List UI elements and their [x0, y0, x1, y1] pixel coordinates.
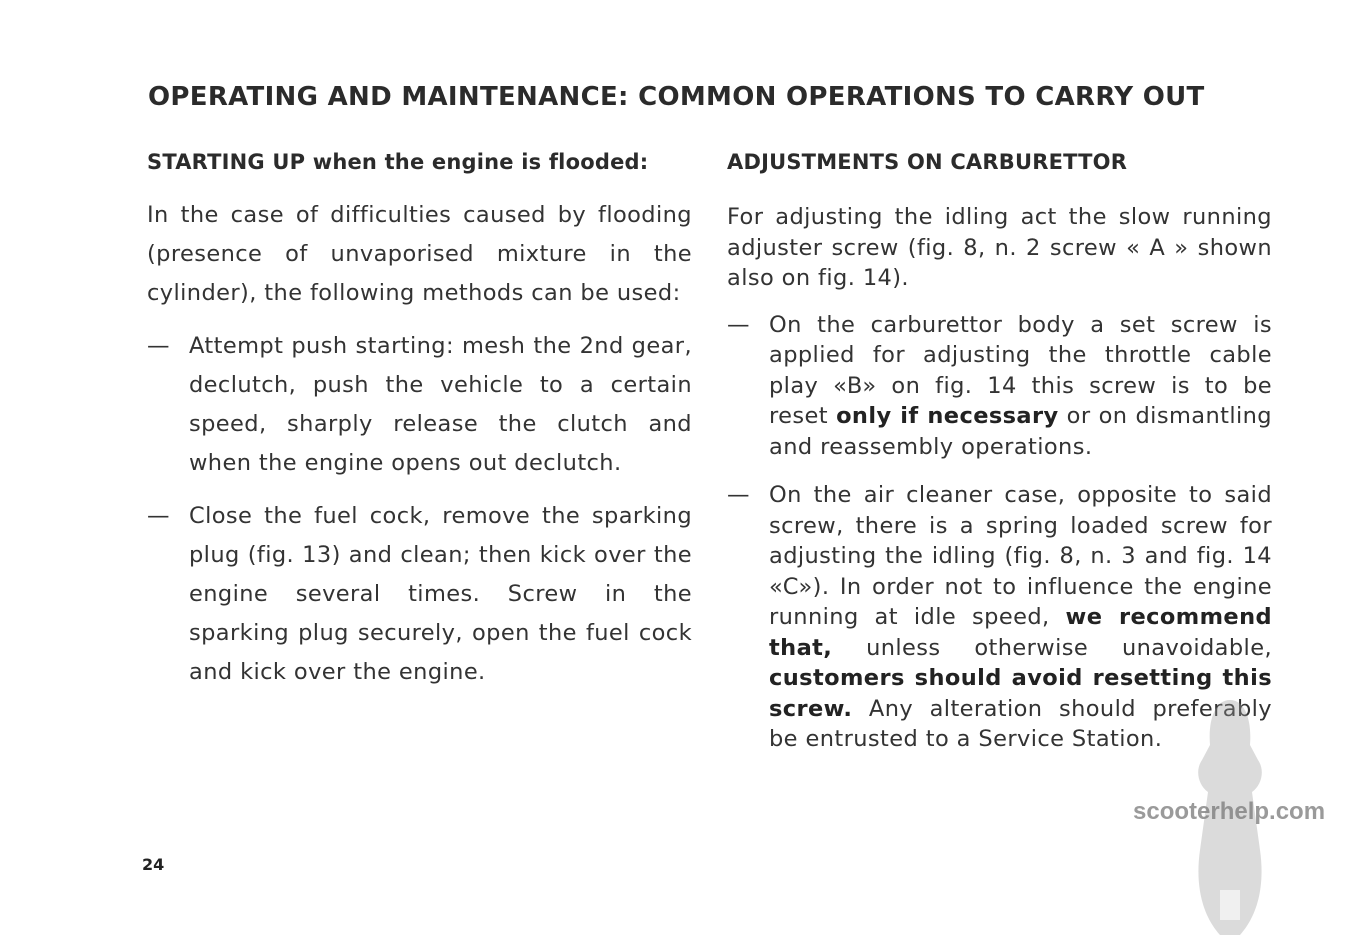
text-run: or on dismantling and reassembly operations.: [769, 403, 1272, 460]
flooding-intro-paragraph: In the case of difficulties caused by flooding (presence of unvaporised mixture in the cylinder), the following methods can be used:: [147, 202, 692, 306]
text-run: On the carburettor body a set screw is applied for adjusting the throttle cable play «B» on fig. 14 this screw is to be reset: [769, 311, 1272, 429]
idling-intro-paragraph: For adjusting the idling act the slow running adjuster screw (fig. 8, n. 2 screw « A » shown also on fig. 14).: [727, 204, 1272, 291]
watermark-text: scooterhelp.com: [1133, 798, 1326, 825]
emphasis-text: only if necessary: [836, 403, 1059, 429]
starting-up-section: [147, 150, 692, 692]
starting-up-heading: STARTING UP when the engine is flooded:: [147, 150, 649, 174]
text-run: unless otherwise unavoidable,: [832, 634, 1272, 661]
list-item: [147, 327, 692, 483]
dash-bullet: —: [147, 503, 170, 529]
text-run: On the air cleaner case, opposite to said screw, there is a spring loaded screw for adjusting the idling (fig. 8, n. 3 and fig. 14 «C»). In order not to influence the engine running at idle speed,: [769, 482, 1272, 630]
emphasis-text: we recommend that,: [769, 604, 1272, 661]
push-starting-text: Attempt push starting: mesh the 2nd gear, declutch, push the vehicle to a certain speed, sharply release the clutch and when the engine opens out declutch.: [189, 333, 692, 476]
dash-bullet: —: [727, 482, 750, 508]
page-title: OPERATING AND MAINTENANCE: COMMON OPERATIONS TO CARRY OUT: [148, 82, 1205, 112]
carburettor-heading: ADJUSTMENTS ON CARBURETTOR: [727, 150, 1128, 174]
dash-bullet: —: [147, 333, 170, 359]
fuel-cock-text: Close the fuel cock, remove the sparking plug (fig. 13) and clean; then kick over the engine several times. Screw in the sparking plug securely, open the fuel cock and kick over the engine.: [189, 503, 692, 685]
carburettor-section: [727, 150, 1272, 773]
page-number: 24: [142, 855, 165, 874]
dash-bullet: —: [727, 311, 750, 338]
text-run: Any alteration should preferably be entrusted to a Service Station.: [769, 695, 1272, 752]
set-screw-text: [769, 310, 1272, 463]
emphasis-text: customers should avoid resetting this screw.: [769, 665, 1272, 722]
list-item: [147, 497, 692, 692]
list-item: [727, 310, 1272, 463]
